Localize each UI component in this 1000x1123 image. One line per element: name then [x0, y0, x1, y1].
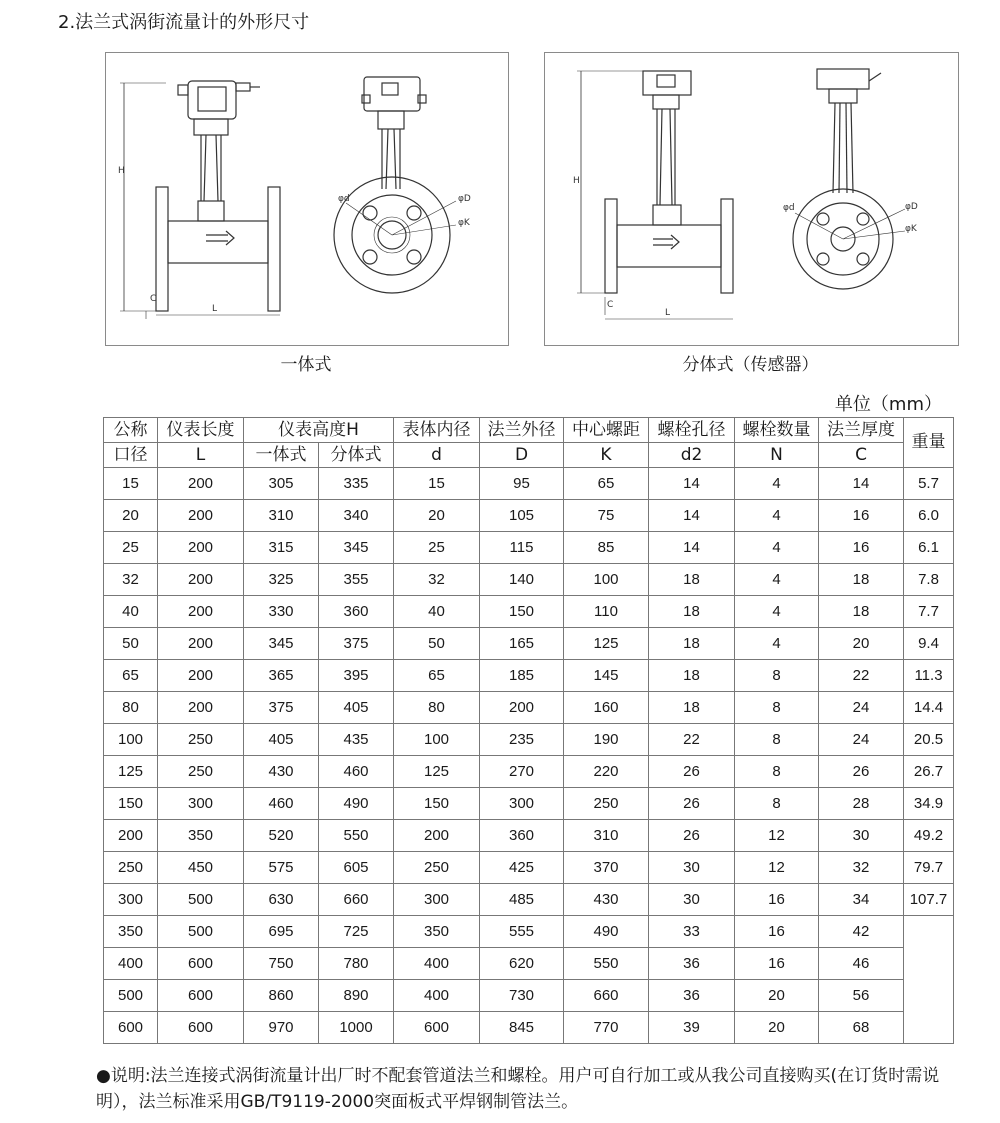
table-cell: 18 [649, 692, 735, 724]
table-cell: 105 [480, 500, 564, 532]
table-cell: 30 [819, 820, 904, 852]
table-cell: 125 [104, 756, 158, 788]
table-cell: 4 [735, 468, 819, 500]
table-cell: 660 [319, 884, 394, 916]
table-cell: 5.7 [904, 468, 954, 500]
table-row [104, 500, 954, 532]
dim-label-phi-D: φD [905, 202, 918, 212]
table-cell: 20 [735, 1012, 819, 1044]
table-cell: 26 [649, 820, 735, 852]
table-cell: 8 [735, 756, 819, 788]
table-cell: 26.7 [904, 756, 954, 788]
footnote: ●说明:法兰连接式涡街流量计出厂时不配套管道法兰和螺栓。用户可自行加工或从我公司直接购买(在订货时需说明），法兰标准采用GB/T9119-2000突面板式平焊钢制管法兰。 [96, 1066, 940, 1112]
header-flange-od: 法兰外径 [480, 418, 564, 443]
table-cell: 345 [319, 532, 394, 564]
table-cell: 30 [649, 852, 735, 884]
table-cell: 79.7 [904, 852, 954, 884]
table-cell: 4 [735, 628, 819, 660]
table-cell: 200 [158, 596, 244, 628]
table-cell: 8 [735, 660, 819, 692]
table-cell: 375 [244, 692, 319, 724]
table-cell: 725 [319, 916, 394, 948]
table-row [104, 692, 954, 724]
table-cell: 25 [104, 532, 158, 564]
dim-label-phi-D: φD [458, 194, 471, 204]
table-cell: 34 [819, 884, 904, 916]
table-cell: 600 [158, 980, 244, 1012]
table-cell: 490 [564, 916, 649, 948]
table-cell: 32 [819, 852, 904, 884]
table-cell: 110 [564, 596, 649, 628]
table-cell: 20 [819, 628, 904, 660]
table-cell: 500 [158, 884, 244, 916]
table-cell: 15 [394, 468, 480, 500]
table-cell: 68 [819, 1012, 904, 1044]
table-cell: 200 [158, 660, 244, 692]
header-bolt-circle: 中心螺距 [564, 418, 649, 443]
table-cell: 115 [480, 532, 564, 564]
table-cell: 200 [158, 500, 244, 532]
table-cell: 425 [480, 852, 564, 884]
table-cell: 28 [819, 788, 904, 820]
table-cell: 18 [649, 596, 735, 628]
table-cell: 18 [819, 564, 904, 596]
table-cell: 695 [244, 916, 319, 948]
table-cell: 400 [104, 948, 158, 980]
table-cell: 39 [649, 1012, 735, 1044]
table-cell: 8 [735, 724, 819, 756]
table-cell: 435 [319, 724, 394, 756]
table-cell: 42 [819, 916, 904, 948]
table-cell: 22 [819, 660, 904, 692]
table-cell: 305 [244, 468, 319, 500]
table-body [104, 468, 954, 1044]
table-cell: 575 [244, 852, 319, 884]
table-cell: 14 [649, 532, 735, 564]
table-cell: 185 [480, 660, 564, 692]
split-drawing [545, 53, 958, 345]
table-cell: 200 [480, 692, 564, 724]
table-cell: 600 [394, 1012, 480, 1044]
table-cell: 140 [480, 564, 564, 596]
header-flange-od-sub: D [480, 443, 564, 468]
table-cell: 310 [244, 500, 319, 532]
table-cell: 16 [735, 948, 819, 980]
table-cell: 350 [394, 916, 480, 948]
table-cell: 890 [319, 980, 394, 1012]
table-cell: 300 [394, 884, 480, 916]
header-bolt-hole-sub: d2 [649, 443, 735, 468]
dim-label-l: L [212, 304, 218, 314]
table-row [104, 756, 954, 788]
table-cell: 375 [319, 628, 394, 660]
table-cell: 85 [564, 532, 649, 564]
split-caption: 分体式（传感器） [682, 355, 819, 375]
dim-label-h: H [573, 176, 580, 186]
table-cell: 40 [394, 596, 480, 628]
table-cell: 325 [244, 564, 319, 596]
table-row [104, 980, 954, 1012]
table-cell: 330 [244, 596, 319, 628]
table-cell: 24 [819, 692, 904, 724]
table-cell: 4 [735, 596, 819, 628]
table-cell: 270 [480, 756, 564, 788]
table-cell: 360 [480, 820, 564, 852]
table-cell: 16 [819, 500, 904, 532]
table-cell: 600 [158, 1012, 244, 1044]
table-cell: 107.7 [904, 884, 954, 916]
table-cell: 65 [564, 468, 649, 500]
table-cell: 600 [158, 948, 244, 980]
table-cell: 14 [649, 468, 735, 500]
table-cell: 16 [735, 884, 819, 916]
table-cell: 335 [319, 468, 394, 500]
table-cell: 365 [244, 660, 319, 692]
table-cell: 14.4 [904, 692, 954, 724]
dim-label-phi-K: φK [905, 224, 917, 234]
table-cell: 16 [735, 916, 819, 948]
table-cell: 20 [394, 500, 480, 532]
dim-label-h: H [118, 166, 125, 176]
table-cell: 20 [735, 980, 819, 1012]
table-cell: 18 [649, 628, 735, 660]
table-cell: 100 [104, 724, 158, 756]
table-cell: 250 [158, 724, 244, 756]
table-cell: 150 [480, 596, 564, 628]
table-cell: 95 [480, 468, 564, 500]
table-cell: 32 [394, 564, 480, 596]
table-cell: 200 [104, 820, 158, 852]
table-cell: 125 [394, 756, 480, 788]
table-cell: 630 [244, 884, 319, 916]
table-cell: 80 [104, 692, 158, 724]
table-cell: 12 [735, 852, 819, 884]
table-cell: 34.9 [904, 788, 954, 820]
table-cell: 310 [564, 820, 649, 852]
table-cell: 250 [394, 852, 480, 884]
table-cell: 345 [244, 628, 319, 660]
table-cell: 18 [649, 564, 735, 596]
table-cell: 520 [244, 820, 319, 852]
table-cell: 350 [158, 820, 244, 852]
table-cell: 860 [244, 980, 319, 1012]
header-length-sub: L [158, 443, 244, 468]
table-cell: 405 [244, 724, 319, 756]
table-cell: 555 [480, 916, 564, 948]
table-cell: 315 [244, 532, 319, 564]
table-row [104, 884, 954, 916]
header-bore-sub: d [394, 443, 480, 468]
table-cell: 160 [564, 692, 649, 724]
table-cell: 360 [319, 596, 394, 628]
table-cell: 200 [158, 692, 244, 724]
table-cell: 400 [394, 980, 480, 1012]
table-cell: 7.8 [904, 564, 954, 596]
table-cell: 190 [564, 724, 649, 756]
header-height-integrated: 一体式 [244, 443, 319, 468]
header-dn-sub: 口径 [104, 443, 158, 468]
table-cell: 460 [319, 756, 394, 788]
table-row [104, 724, 954, 756]
table-cell: 26 [819, 756, 904, 788]
table-cell: 16 [819, 532, 904, 564]
table-row [104, 820, 954, 852]
table-cell: 355 [319, 564, 394, 596]
table-row [104, 916, 954, 948]
table-cell: 33 [649, 916, 735, 948]
table-cell: 660 [564, 980, 649, 1012]
table-cell: 75 [564, 500, 649, 532]
table-cell: 20.5 [904, 724, 954, 756]
table-cell: 4 [735, 564, 819, 596]
table-subheader-row [104, 443, 954, 468]
table-cell: 80 [394, 692, 480, 724]
dim-label-phi-d: φd [338, 194, 350, 204]
table-cell: 26 [649, 756, 735, 788]
table-cell: 460 [244, 788, 319, 820]
table-cell: 600 [104, 1012, 158, 1044]
table-cell: 14 [649, 500, 735, 532]
table-cell: 50 [104, 628, 158, 660]
table-cell: 300 [480, 788, 564, 820]
table-cell: 730 [480, 980, 564, 1012]
table-cell: 405 [319, 692, 394, 724]
table-row [104, 948, 954, 980]
table-cell: 65 [104, 660, 158, 692]
table-cell: 24 [819, 724, 904, 756]
table-cell: 395 [319, 660, 394, 692]
header-length: 仪表长度 [158, 418, 244, 443]
header-bolt-count-sub: N [735, 443, 819, 468]
table-cell: 40 [104, 596, 158, 628]
table-cell: 8 [735, 692, 819, 724]
table-cell: 220 [564, 756, 649, 788]
header-bore: 表体内径 [394, 418, 480, 443]
table-cell: 22 [649, 724, 735, 756]
dim-label-phi-d: φd [783, 203, 795, 213]
table-cell: 550 [564, 948, 649, 980]
table-cell: 485 [480, 884, 564, 916]
table-cell: 450 [158, 852, 244, 884]
table-cell: 165 [480, 628, 564, 660]
header-bolt-count: 螺栓数量 [735, 418, 819, 443]
dim-label-phi-K: φK [458, 218, 470, 228]
table-cell: 12 [735, 820, 819, 852]
table-cell: 200 [158, 532, 244, 564]
table-cell: 200 [394, 820, 480, 852]
table-cell: 250 [564, 788, 649, 820]
dimension-table [103, 417, 954, 1044]
table-row [104, 564, 954, 596]
table-cell: 620 [480, 948, 564, 980]
table-cell: 340 [319, 500, 394, 532]
table-cell: 9.4 [904, 628, 954, 660]
table-cell: 18 [649, 660, 735, 692]
table-cell: 430 [244, 756, 319, 788]
integrated-caption: 一体式 [280, 355, 332, 375]
table-cell: 400 [394, 948, 480, 980]
table-cell: 150 [104, 788, 158, 820]
table-cell: 300 [158, 788, 244, 820]
table-cell: 30 [649, 884, 735, 916]
header-flange-thickness: 法兰厚度 [819, 418, 904, 443]
table-cell: 250 [158, 756, 244, 788]
table-cell: 125 [564, 628, 649, 660]
table-cell-empty [904, 916, 954, 1044]
table-cell: 6.1 [904, 532, 954, 564]
table-row [104, 628, 954, 660]
table-row [104, 596, 954, 628]
table-cell: 200 [158, 628, 244, 660]
table-cell: 200 [158, 564, 244, 596]
header-flange-thickness-sub: C [819, 443, 904, 468]
table-cell: 65 [394, 660, 480, 692]
table-cell: 26 [649, 788, 735, 820]
dim-label-c: C [607, 300, 614, 310]
table-cell: 500 [104, 980, 158, 1012]
table-cell: 15 [104, 468, 158, 500]
table-cell: 4 [735, 532, 819, 564]
table-row [104, 852, 954, 884]
table-row [104, 1012, 954, 1044]
header-weight: 重量 [904, 418, 954, 468]
table-cell: 11.3 [904, 660, 954, 692]
table-cell: 250 [104, 852, 158, 884]
dim-label-l: L [665, 308, 671, 318]
table-row [104, 660, 954, 692]
table-cell: 770 [564, 1012, 649, 1044]
table-cell: 8 [735, 788, 819, 820]
table-header-row [104, 418, 954, 443]
table-cell: 46 [819, 948, 904, 980]
table-cell: 500 [158, 916, 244, 948]
table-cell: 605 [319, 852, 394, 884]
table-cell: 430 [564, 884, 649, 916]
header-bolt-hole: 螺栓孔径 [649, 418, 735, 443]
table-cell: 1000 [319, 1012, 394, 1044]
table-row [104, 532, 954, 564]
unit-note: 单位（mm） [834, 394, 942, 415]
table-cell: 100 [394, 724, 480, 756]
table-cell: 32 [104, 564, 158, 596]
dim-label-c: C [150, 294, 157, 304]
integrated-drawing-panel [105, 52, 509, 346]
table-cell: 490 [319, 788, 394, 820]
table-cell: 36 [649, 980, 735, 1012]
table-row [104, 788, 954, 820]
table-cell: 18 [819, 596, 904, 628]
header-bolt-circle-sub: K [564, 443, 649, 468]
table-cell: 50 [394, 628, 480, 660]
table-cell: 6.0 [904, 500, 954, 532]
table-cell: 150 [394, 788, 480, 820]
table-cell: 14 [819, 468, 904, 500]
table-cell: 200 [158, 468, 244, 500]
table-cell: 20 [104, 500, 158, 532]
table-cell: 370 [564, 852, 649, 884]
table-cell: 4 [735, 500, 819, 532]
table-cell: 36 [649, 948, 735, 980]
integrated-drawing [106, 53, 508, 345]
header-height: 仪表高度H [244, 418, 394, 443]
table-cell: 350 [104, 916, 158, 948]
table-cell: 49.2 [904, 820, 954, 852]
table-cell: 970 [244, 1012, 319, 1044]
table-cell: 845 [480, 1012, 564, 1044]
table-cell: 100 [564, 564, 649, 596]
header-height-split: 分体式 [319, 443, 394, 468]
table-cell: 550 [319, 820, 394, 852]
header-dn: 公称 [104, 418, 158, 443]
table-cell: 145 [564, 660, 649, 692]
table-cell: 56 [819, 980, 904, 1012]
table-cell: 7.7 [904, 596, 954, 628]
page-title: 2.法兰式涡街流量计的外形尺寸 [58, 12, 310, 33]
table-row [104, 468, 954, 500]
table-cell: 300 [104, 884, 158, 916]
table-cell: 235 [480, 724, 564, 756]
split-drawing-panel [544, 52, 959, 346]
table-cell: 750 [244, 948, 319, 980]
table-cell: 25 [394, 532, 480, 564]
table-cell: 780 [319, 948, 394, 980]
